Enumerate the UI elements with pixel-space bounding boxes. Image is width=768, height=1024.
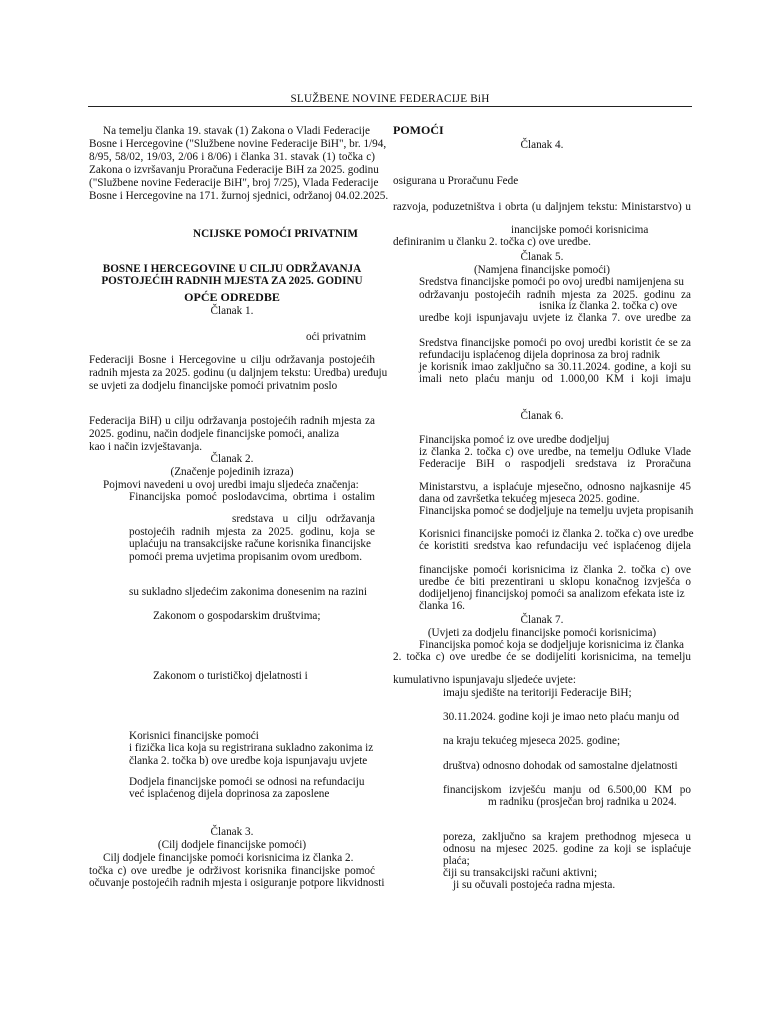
header-rule [88,106,692,107]
art6-line-6: Financijska pomoć se dodjeljuje na temelju uvjeta propisanih [419,505,694,517]
art2-terms: Pojmovi navedeni u ovoj uredbi imaju sljedeća značenja: [103,479,359,491]
art5-use-line-3: je korisnik imao zaključno sa 30.11.2024. godine, a koji su [419,361,691,373]
right-title-fragment: POMOĆI [393,123,444,137]
art6-line-12: članka 16. [419,600,465,612]
article-6-heading: Članak 6. [520,410,564,422]
art2-fin-line: Financijska pomoć poslodavcima, obrtima i ostalim [129,491,375,503]
art7-cond-tax-3: plaća; [443,855,470,867]
article-2-subtitle: (Značenje pojedinih izraza) [170,466,294,478]
art7-cond-jobs: ji su očuvali postojeća radna mjesta. [453,879,616,891]
art1-p2-line-1: Federacija BiH) u cilju održavanja postojećih radnih mjesta za [89,415,375,427]
title-line-1: NCIJSKE POMOĆI PRIVATNIM [193,228,358,240]
art6-line-1: Financijska pomoć iz ove uredbe dodjeljuj [419,434,610,446]
art6-line-3: Federacije BiH o raspodjeli sredstava iz Proračuna [419,458,691,470]
art2-sred-line-2: postojećih radnih mjesta za 2025. godinu, koja se [129,526,375,538]
art6-line-2: iz članka 2. točka c) ove uredbe, na temelju Odluke Vlade [419,446,691,458]
art2-sred-line-4: pomoći prema uvjetima propisanim ovom uredbom. [129,551,363,563]
article-3-subtitle: (Cilj dodjele financijske pomoći) [157,839,307,851]
intro-line-4: Zakona o izvršavanju Proračuna Federacije BiH za 2025. godinu [89,164,379,176]
art7-cond-salary: 30.11.2024. godine koji je imao neto plaću manju od [443,711,680,723]
art6-line-4: Ministarstvu, a isplaćuje mjesečno, odnosno najkasnije 45 [419,481,691,493]
art2-laws-intro: su sukladno sljedećim zakonima donesenim na razini [129,586,367,598]
title-line-2: BOSNE I HERCEGOVINE U CILJU ODRŽAVANJA [102,263,362,275]
art5-use-line-1: Sredstva financijske pomoći po ovoj uredbi koristit će se za [419,337,691,349]
art7-cond-report: financijskom izvješću manju od 6.500,00 KM po [443,784,691,796]
art2-users-line-1: Korisnici financijske pomoći [129,730,259,742]
art1-p2-line-3: kao i način izvještavanja. [89,441,203,453]
art2-law-companies: Zakonom o gospodarskim društvima; [153,610,321,622]
article-3-heading: Članak 3. [210,826,254,838]
art7-cond-tax-1: poreza, zaključno sa krajem prethodnog mjeseca u [443,831,691,843]
art1-p1-line-3: se uvjeti za dodjelu financijske pomoći privatnim poslo [89,380,338,392]
title-line-3: POSTOJEĆIH RADNIH MJESTA ZA 2025. GODINU [101,275,363,287]
art7-cond-per-worker: m radniku (prosječan broj radnika u 2024. [488,796,677,808]
art5-use-line-4: imali neto plaću manju od 1.000,00 KM i koji imaju [419,373,691,385]
art7-cond-seat: imaju sjedište na teritoriji Federacije BiH; [443,687,632,699]
art7-cond-tax-2: odnosu na mjesec 2025. godine za koji se isplaćuje [443,843,691,855]
art7-line-1: Financijska pomoć koja se dodjeljuje korisnicima iz članka [419,639,685,651]
art2-users-line-2: i fizička lica koja su registrirana sukladno zakonima iz [129,742,374,754]
art5-use-line-2: refundaciju isplaćenog dijela doprinosa za broj radnik [419,349,661,361]
art5-line-2: održavanju postojećih radnih mjesta za 2025. godinu za [419,289,691,301]
art3-line-1: Cilj dodjele financijske pomoći korisnicima iz članka 2. [103,852,354,864]
intro-line-3: 8/95, 58/02, 19/03, 2/06 i 8/06) i članka 31. stavak (1) točka c) [89,151,375,163]
art2-users-line-3: članka 2. točka b) ove uredbe koja ispunjavaju uvjete [129,755,368,767]
art7-cumulative: kumulativno ispunjavaju sljedeće uvjete: [393,674,576,686]
art6-line-5: dana od završetka tekućeg mjeseca 2025. godine. [419,493,640,505]
article-2-heading: Članak 2. [210,453,254,465]
art2-sred-line-3: uplaćuju na transakcijske račune korisnika financijske [129,538,371,550]
art7-cond-accounts: čiji su transakcijski računi aktivni; [443,867,598,879]
art5-line-1: Sredstva financijske pomoći po ovoj uredbi namijenjena su [419,276,685,288]
art5-line-3: uredbe koji ispunjavaju uvjete iz članka 7. ove uredbe za [419,312,691,324]
article-7-heading: Članak 7. [520,614,564,626]
art7-cond-month-end: na kraju tekućeg mjeseca 2025. godine; [443,735,621,747]
article-7-subtitle: (Uvjeti za dodjelu financijske pomoći korisnicima) [427,627,657,639]
article-5-heading: Članak 5. [520,251,564,263]
intro-line-1: Na temelju članka 19. stavak (1) Zakona o Vladi Federacije [103,125,370,137]
art5-fragment: isnika iz članka 2. točka c) ove [539,300,678,312]
art2-sred-line-1: sredstava u cilju održavanja [232,513,375,525]
art4-fragment-2: inancijske pomoći korisnicima [511,224,649,236]
art2-dodjela-line-2: već isplaćenog dijela doprinosa za zaposlene [129,788,330,800]
art6-line-7: Korisnici financijske pomoći iz članka 2. točka c) ove uredbe [419,528,694,540]
art3-line-3: očuvanje postojećih radnih mjesta i osiguranje potpore likvidnosti [89,877,385,889]
art6-line-10: uredbe će biti prezentirani u sklopu konačnog izvješća o [419,576,691,588]
art4-line-defined: definiranim u članku 2. točka c) ove uredbe. [393,236,591,248]
article-1-fragment: oći privatnim [306,331,366,343]
art4-fragment-1: osigurana u Proračunu Fede [393,175,519,187]
newspaper-header: SLUŽBENE NOVINE FEDERACIJE BiH [290,93,490,105]
section-general: OPĆE ODREDBE [184,290,280,304]
art4-line-ministry: razvoja, poduzetništva i obrta (u daljnjem tekstu: Ministarstvo) u [393,201,691,213]
article-5-subtitle: (Namjena financijske pomoći) [473,264,611,276]
art1-p1-line-1: Federaciji Bosne i Hercegovine u cilju održavanja postojećih [89,354,375,366]
art7-line-2: 2. točka c) ove uredbe će se dodijeliti korisnicima, na temelju [393,651,691,663]
intro-line-5: ("Službene novine Federacije BiH", broj 7/25), Vlada Federacije [89,177,379,189]
art6-line-9: financijske pomoći korisnicima iz članka 2. točka c) ove [419,564,691,576]
art6-line-11: dodijeljenoj financijskoj pomoći sa analizom efekata iste iz [419,588,685,600]
art7-cond-income: društva) odnosno dohodak od samostalne djelatnosti [443,760,678,772]
art2-law-tourism: Zakonom o turističkoj djelatnosti i [153,670,308,682]
article-4-heading: Članak 4. [520,139,564,151]
intro-line-2: Bosne i Hercegovine ("Službene novine Federacije BiH", br. 1/94, [89,138,387,150]
article-1-heading: Članak 1. [210,305,254,317]
intro-line-6: Bosne i Hercegovine na 171. žurnoj sjednici, održanoj 04.02.2025. [89,190,389,202]
art2-dodjela-line-1: Dodjela financijske pomoći se odnosi na refundaciju [129,776,365,788]
art1-p1-line-2: radnih mjesta za 2025. godinu (u daljnjem tekstu: Uredba) uređuju [89,367,388,379]
art6-line-8: će koristiti sredstva kao refundaciju već isplaćenog dijela [419,540,691,552]
art3-line-2: točka c) ove uredbe je održivost korisnika financijske pomoć [89,865,375,877]
art1-p2-line-2: 2025. godinu, način dodjele financijske pomoći, analiza [89,428,340,440]
